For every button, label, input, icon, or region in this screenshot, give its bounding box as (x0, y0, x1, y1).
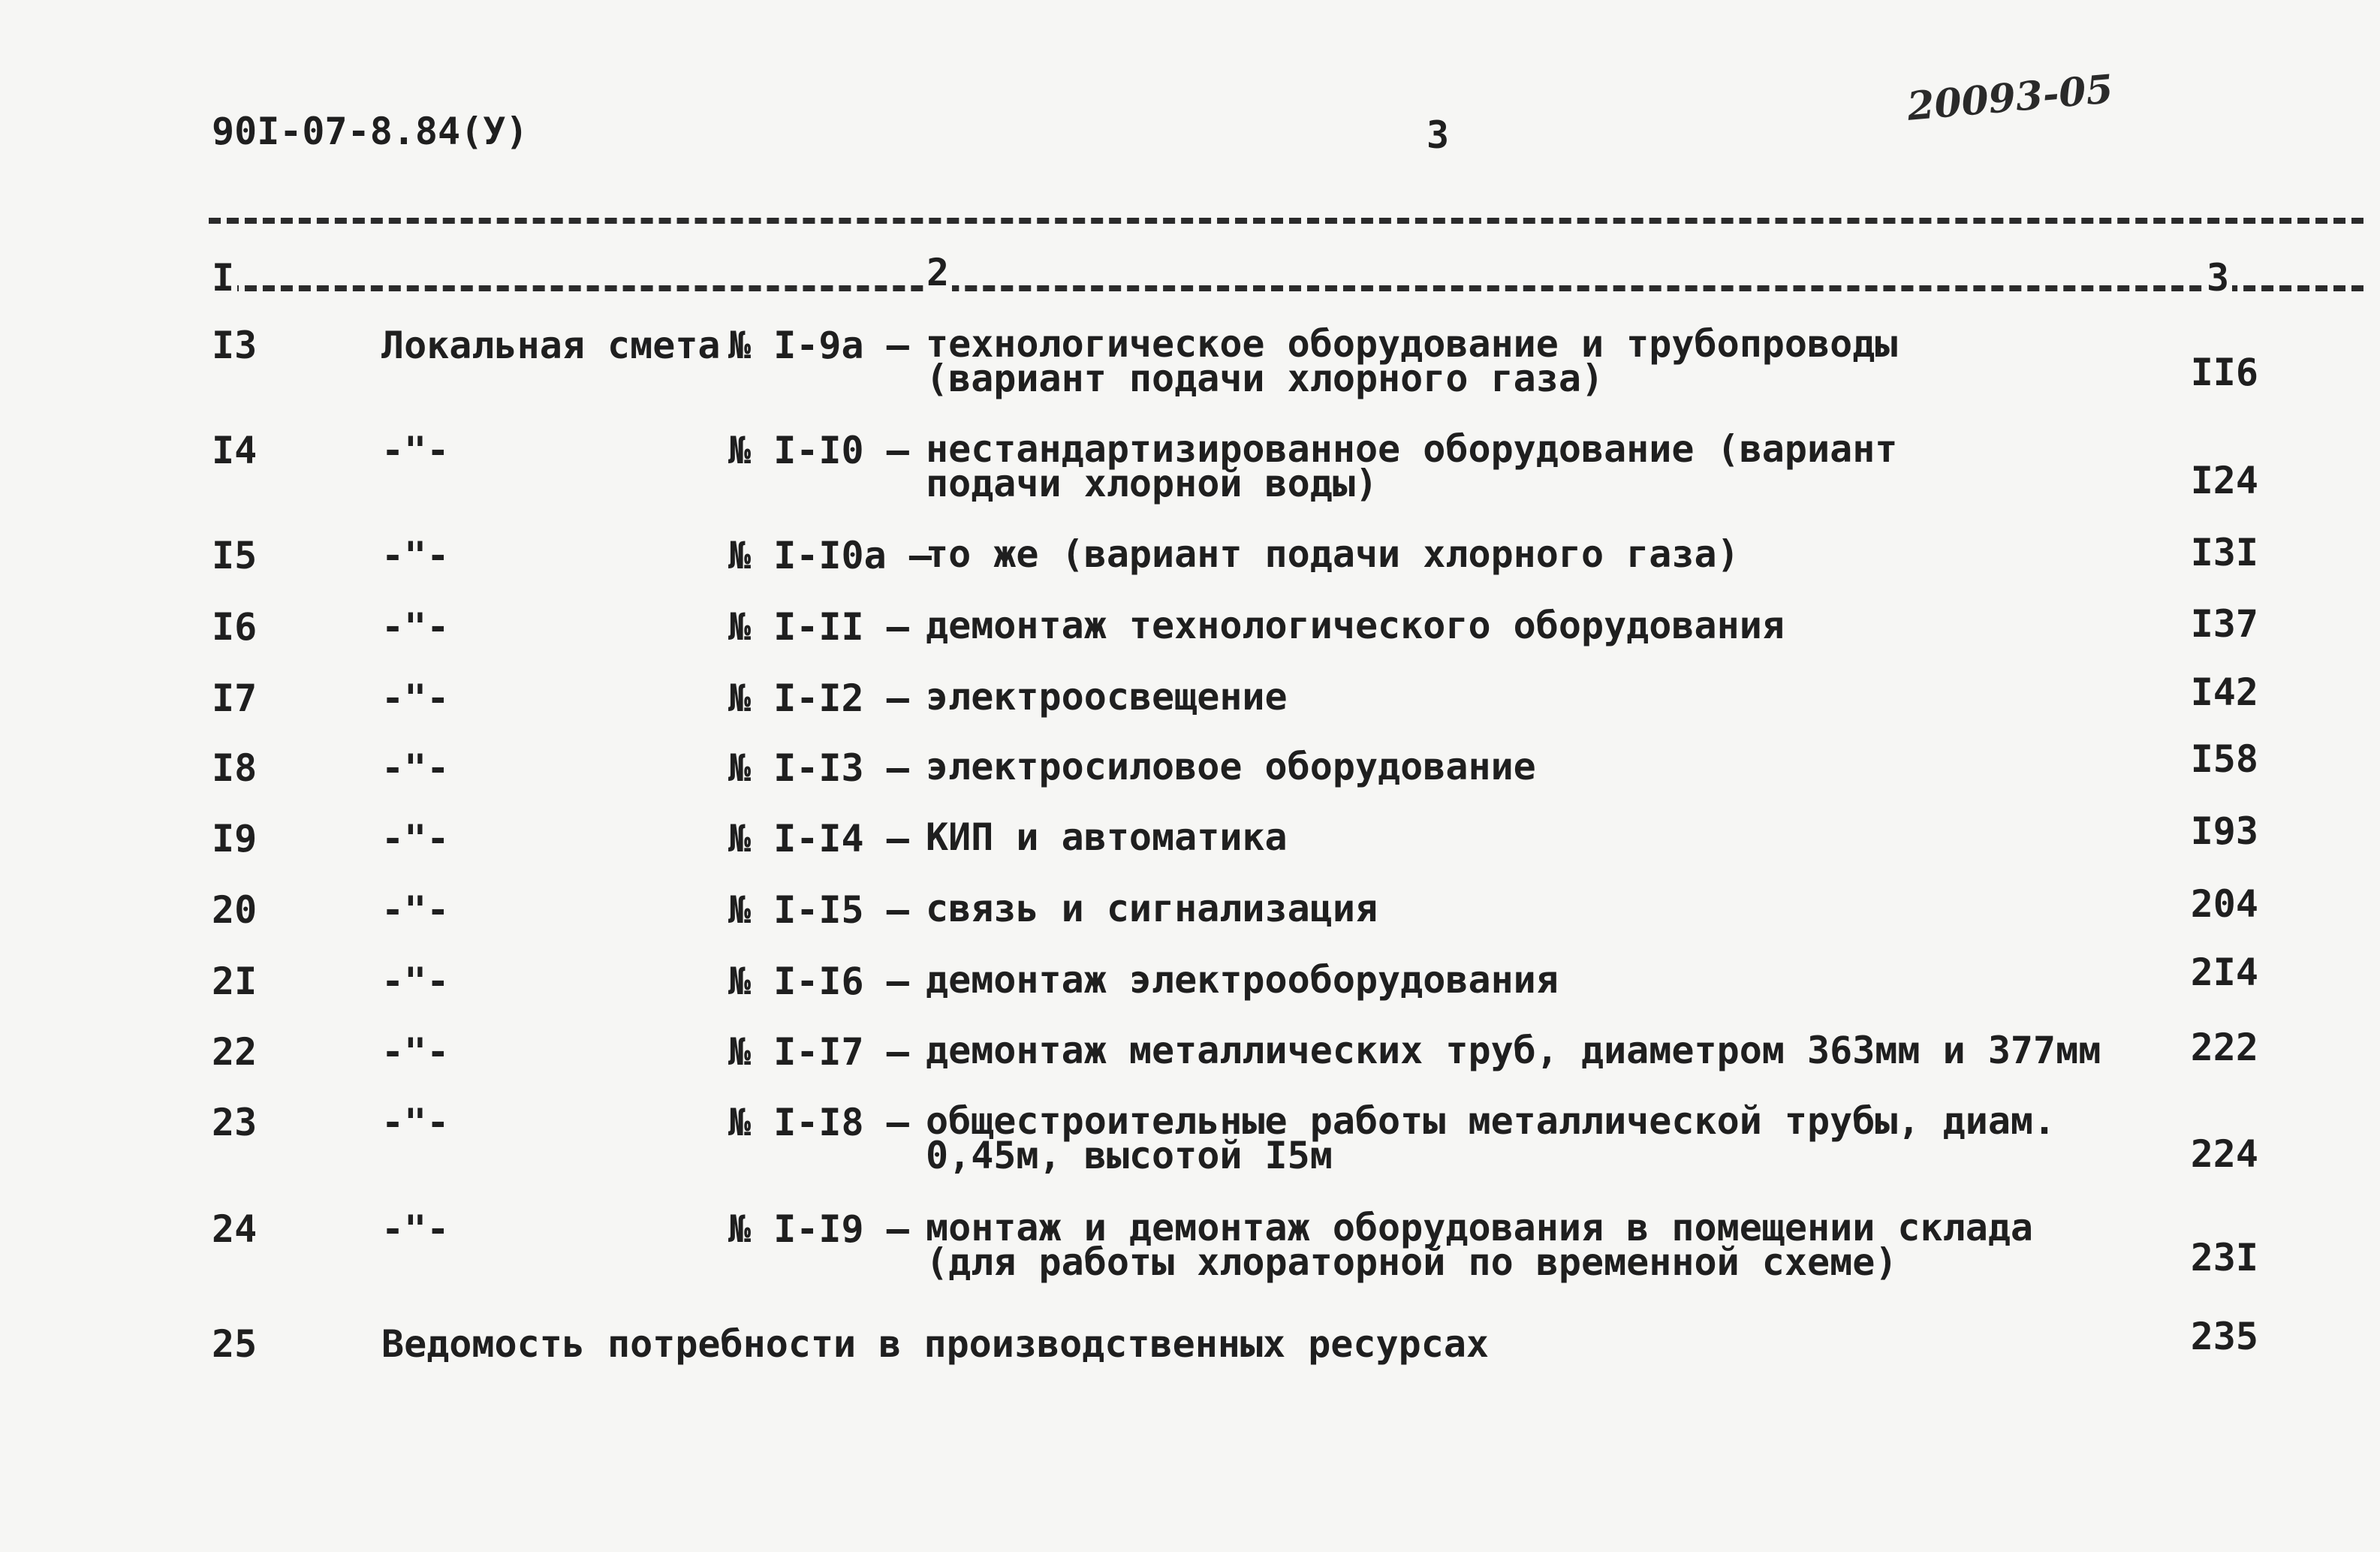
row-page: I93 (2190, 809, 2258, 853)
page-number: 3 (1426, 113, 1450, 157)
row-code: № I-I9 – (728, 1207, 909, 1251)
row-code: № I-II – (728, 605, 909, 649)
row-page: I58 (2190, 737, 2258, 781)
row-page: 222 (2190, 1026, 2258, 1069)
row-label: -"- (381, 817, 450, 860)
row-description: демонтаж металлических труб, диаметром 363мм и 377мм (926, 1029, 2101, 1072)
row-page: I37 (2190, 602, 2258, 646)
row-number: I9 (212, 817, 258, 860)
row-description: связь и сигнализация (926, 887, 1378, 930)
row-code: № I-I0a – (728, 534, 932, 577)
dashed-rule-header (209, 285, 2363, 291)
row-number: 24 (212, 1207, 258, 1251)
row-number: 22 (212, 1030, 258, 1074)
row-number: 2I (212, 960, 258, 1003)
row-description: демонтаж электрооборудования (926, 958, 1559, 1002)
row-page: 23I (2190, 1236, 2258, 1279)
row-description: нестандартизированное оборудование (вариант подачи хлорной воды) (926, 427, 1898, 505)
row-page: I24 (2190, 459, 2258, 502)
row-description: монтаж и демонтаж оборудования в помещении склада (для работы хлораторной по временной схеме) (926, 1206, 2034, 1284)
row-number: I5 (212, 534, 258, 577)
row-page: 204 (2190, 882, 2258, 926)
row-label: -"- (381, 534, 450, 577)
row-page: 235 (2190, 1315, 2258, 1358)
row-label: -"- (381, 605, 450, 649)
row-number: I3 (212, 324, 258, 367)
row-number: 20 (212, 888, 258, 932)
row-label: -"- (381, 888, 450, 932)
row-label: -"- (381, 1101, 450, 1144)
row-description: то же (вариант подачи хлорного газа) (926, 532, 1740, 576)
row-description: КИП и автоматика (926, 815, 1288, 859)
row-page: 2I4 (2190, 951, 2258, 994)
row-description: общестроительные работы металлической трубы, диам. 0,45м, высотой I5м (926, 1099, 2056, 1177)
row-label: -"- (381, 960, 450, 1003)
row-number: 23 (212, 1101, 258, 1144)
row-label: -"- (381, 429, 450, 472)
row-description: технологическое оборудование и трубопроводы (вариант подачи хлорного газа) (926, 322, 1898, 400)
row-description: электроосвещение (926, 675, 1288, 719)
column-header-3: 3 (2204, 259, 2232, 297)
row-code: № I-I7 – (728, 1030, 909, 1074)
row-number: I7 (212, 677, 258, 720)
row-code: № I-I0 – (728, 429, 909, 472)
row-code: № I-I4 – (728, 817, 909, 860)
row-label: -"- (381, 1207, 450, 1251)
row-label: Локальная смета (381, 324, 721, 367)
row-number: I8 (212, 746, 258, 790)
row-code: № I-I3 – (728, 746, 909, 790)
row-code: № I-I6 – (728, 960, 909, 1003)
row-number: 25 (212, 1322, 258, 1366)
row-page: I3I (2190, 531, 2258, 574)
row-number: I6 (212, 605, 258, 649)
row-number: I4 (212, 429, 258, 472)
row-page: I42 (2190, 671, 2258, 714)
column-header-1: I (209, 259, 237, 297)
handwritten-note: 20093-05 (1905, 66, 2115, 130)
row-label: -"- (381, 1030, 450, 1074)
row-description: Ведомость потребности в производственных ресурсах (381, 1322, 1490, 1366)
row-code: № I-I2 – (728, 677, 909, 720)
row-code: № I-I5 – (728, 888, 909, 932)
dashed-rule-top (209, 218, 2363, 224)
row-description: электросиловое оборудование (926, 745, 1536, 788)
row-page: II6 (2190, 351, 2258, 394)
column-header-2: 2 (923, 254, 952, 291)
row-label: -"- (381, 746, 450, 790)
row-code: № I-I8 – (728, 1101, 909, 1144)
row-page: 224 (2190, 1132, 2258, 1176)
row-description: демонтаж технологического оборудования (926, 604, 1785, 647)
row-label: -"- (381, 677, 450, 720)
row-code: № I-9a – (728, 324, 909, 367)
document-code: 90I-07-8.84(У) (212, 110, 529, 153)
